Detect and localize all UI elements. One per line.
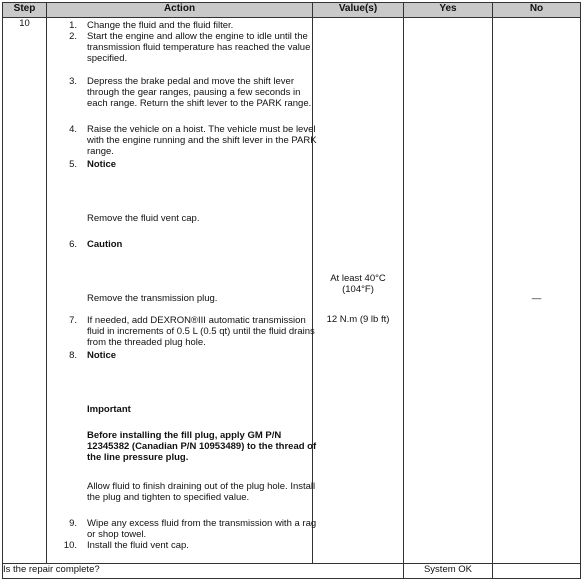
yes-answer: System OK: [404, 564, 493, 579]
step-9-num: 9.: [69, 518, 77, 529]
step-7-num: 7.: [69, 315, 77, 326]
header-action: Action: [47, 3, 313, 18]
step-number: 10: [3, 18, 47, 564]
header-step: Step: [3, 3, 47, 18]
step-3-text: Depress the brake pedal and move the shift lever through the gear ranges, pausing a few seconds in each range. Return the shift lever to the PARK range.: [87, 76, 312, 109]
yes-cell: [404, 18, 493, 564]
step-3-num: 3.: [69, 76, 77, 87]
temp-value-line1: At least 40°C: [330, 273, 386, 284]
step-1-num: 1.: [69, 20, 77, 31]
drain-install-text: Allow fluid to finish draining out of the plug hole. Install the plug and tighten to specified value.: [87, 481, 316, 503]
step-8-notice: Notice: [87, 350, 117, 361]
step-8-num: 8.: [69, 350, 77, 361]
action-cell: [47, 18, 317, 564]
header-yes: Yes: [404, 3, 493, 18]
step-4-num: 4.: [69, 124, 77, 135]
important-label: Important: [87, 404, 131, 415]
procedure-table: [2, 2, 581, 579]
step-10-text: Install the fluid vent cap.: [87, 540, 189, 551]
important-text: Before installing the fill plug, apply GM P/N 12345382 (Canadian P/N 10953489) to the thread of the line pressure plug.: [87, 430, 317, 463]
step-4-text: Raise the vehicle on a hoist. The vehicle must be level with the engine running and the shift lever in the PARK range.: [87, 124, 317, 157]
step-9-text: Wipe any excess fluid from the transmission with a rag or shop towel.: [87, 518, 317, 540]
step-5-num: 5.: [69, 159, 77, 170]
no-answer-empty: [493, 564, 581, 579]
remove-vent-cap-text: Remove the fluid vent cap.: [87, 213, 200, 224]
no-dash: —: [531, 293, 542, 304]
step-7-text: If needed, add DEXRON®III automatic transmission fluid in increments of 0.5 L (0.5 qt) until the fluid drains from the threaded plug hole.: [87, 315, 315, 348]
header-values: Value(s): [313, 3, 404, 18]
step-6-num: 6.: [69, 239, 77, 250]
temp-value-line2: (104°F): [342, 284, 374, 295]
header-no: No: [493, 3, 581, 18]
remove-plug-text: Remove the transmission plug.: [87, 293, 218, 304]
torque-value: 12 N.m (9 lb ft): [326, 314, 390, 325]
step-6-caution: Caution: [87, 239, 123, 250]
step-10-num: 10.: [63, 540, 77, 551]
step-5-notice: Notice: [87, 159, 117, 170]
repair-complete-question: Is the repair complete?: [3, 564, 404, 579]
step-2-text: Start the engine and allow the engine to idle until the transmission fluid temperature has reached the value specified.: [87, 31, 311, 64]
step-1-text: Change the fluid and the fluid filter.: [87, 20, 234, 31]
step-2-num: 2.: [69, 31, 77, 42]
values-cell: [313, 18, 404, 564]
no-cell: [493, 18, 581, 564]
